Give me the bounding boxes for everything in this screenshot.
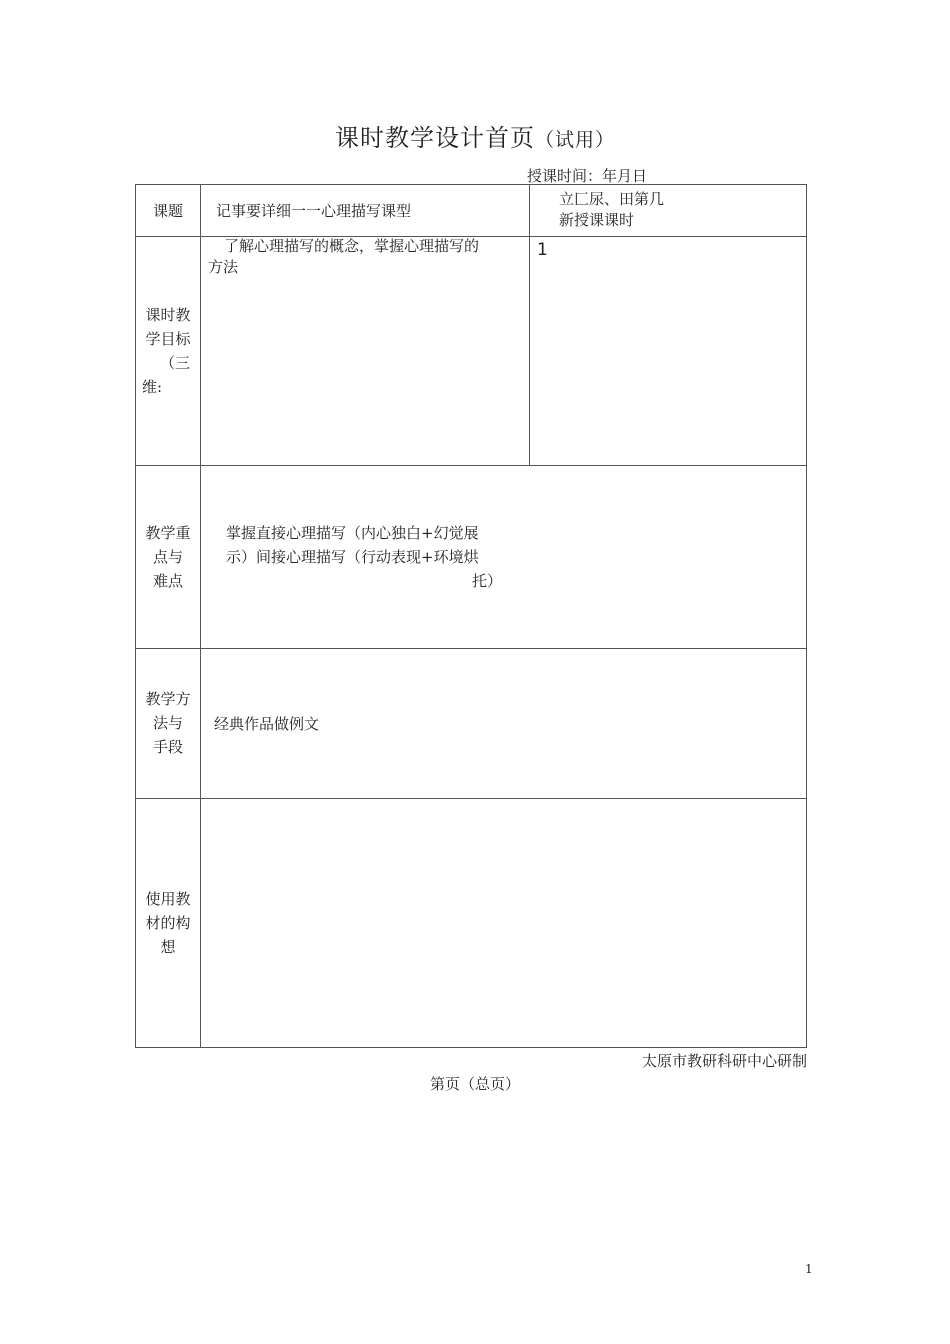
goals-hours: 1 [537, 240, 548, 260]
col-divider-info [529, 185, 530, 465]
row-divider-2 [136, 465, 806, 466]
goals-label: 课时教 学目标 （三 维: [142, 306, 191, 396]
key-text-line-1: 掌握直接心理描写（内心独白+幻觉展 [226, 524, 479, 542]
date-line: 授课时间：年月日 [527, 167, 648, 185]
lesson-table [135, 184, 807, 1048]
topic-label: 课题 [152, 202, 183, 220]
key-label: 教学重 点与 难点 [145, 524, 191, 590]
key-text-line-3: 托） [472, 572, 503, 590]
row-divider-3 [136, 648, 806, 649]
goals-text-line-1: 了解心理描写的概念，掌握心理描写的 [224, 237, 480, 255]
method-label: 教学方 法与 手段 [145, 690, 191, 756]
page-number: 1 [805, 1262, 813, 1276]
info-line-1: 立匚尿、田第几 [559, 190, 665, 208]
row-divider-4 [136, 798, 806, 799]
footer-organization: 太原市教研科研中心研制 [641, 1052, 807, 1070]
info-line-2: 新授课课时 [559, 211, 635, 229]
topic-value: 记事要详细一一心理描写课型 [216, 202, 412, 220]
page-title: 课时教学设计首页（试用） [334, 124, 615, 152]
material-label: 使用教 材的构 想 [145, 890, 191, 956]
page-indicator: 第页（总页） [429, 1075, 520, 1093]
col-divider-label [200, 185, 201, 1047]
goals-text-line-2: 方法 [208, 258, 239, 276]
method-text: 经典作品做例文 [214, 715, 320, 733]
key-text-line-2: 示）间接心理描写（行动表现+环境烘 [226, 548, 479, 566]
